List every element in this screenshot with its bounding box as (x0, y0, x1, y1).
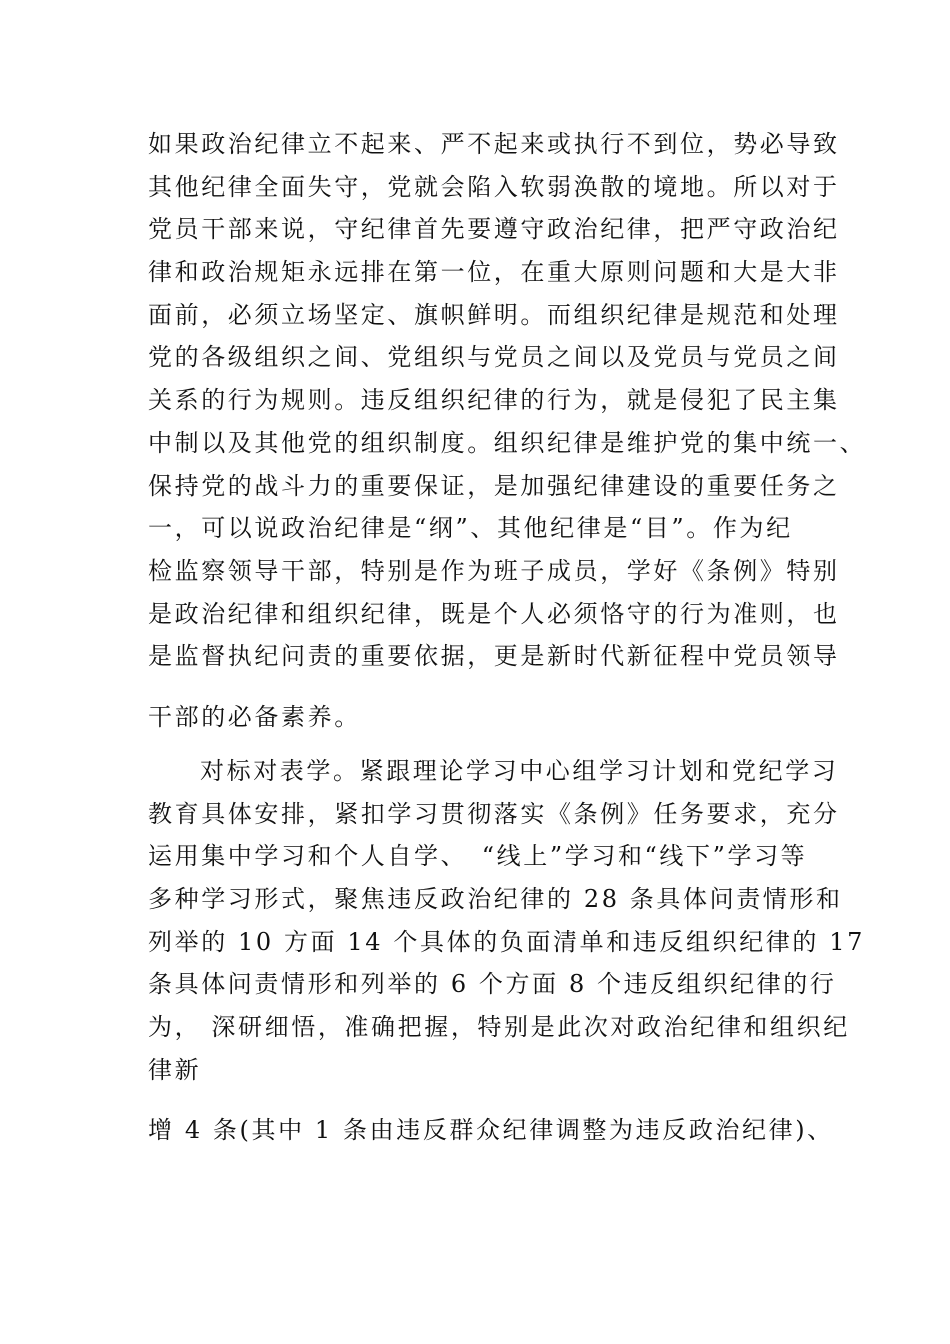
text-line: 列举的 10 方面 14 个具体的负面清单和违反组织纪律的 17 (148, 927, 865, 956)
paragraph-benchmark-study (148, 750, 865, 1092)
text-line: 关系的行为规则。违反组织纪律的行为，就是侵犯了民主集 (148, 386, 840, 415)
text-line: 中制以及其他党的组织制度。组织纪律是维护党的集中统一、 (148, 428, 867, 457)
text-line: 条具体问责情形和列举的 6 个方面 8 个违反组织纪律的行 (148, 970, 837, 999)
text-line: 其他纪律全面失守，党就会陷入软弱涣散的境地。所以对于 (148, 172, 840, 201)
text-line: 是监督执纪问责的重要依据，更是新时代新征程中党员领导 (148, 642, 840, 671)
text-line: 面前，必须立场坚定、旗帜鲜明。而组织纪律是规范和处理 (148, 300, 840, 329)
text-line: 律新 (148, 1055, 202, 1084)
paragraph-political-discipline-tail (148, 696, 828, 739)
text-line: 保持党的战斗力的重要保证，是加强纪律建设的重要任务之 (148, 471, 840, 500)
paragraph-benchmark-study-tail (148, 1109, 834, 1152)
paragraph-political-discipline (148, 123, 867, 678)
text-line: 检监察领导干部，特别是作为班子成员，学好《条例》特别 (148, 556, 840, 585)
text-line: 如果政治纪律立不起来、严不起来或执行不到位，势必导致 (148, 130, 840, 158)
text-line: 党员干部来说，守纪律首先要遵守政治纪律，把严守政治纪 (148, 215, 840, 244)
text-line: 为， 深研细悟，准确把握，特别是此次对政治纪律和组织纪 (148, 1013, 850, 1042)
text-line: 多种学习形式，聚焦违反政治纪律的 28 条具体问责情形和 (148, 885, 843, 914)
text-line: 一，可以说政治纪律是“纲”、其他纪律是“目”。作为纪 (148, 514, 793, 543)
text-line: 律和政治规矩永远排在第一位，在重大原则问题和大是大非 (148, 258, 840, 287)
text-line: 党的各级组织之间、党组织与党员之间以及党员与党员之间 (148, 343, 840, 372)
text-line: 增 4 条(其中 1 条由违反群众纪律调整为违反政治纪律)、 (148, 1116, 834, 1144)
text-line: 教育具体安排，紧扣学习贯彻落实《条例》任务要求，充分 (148, 799, 840, 828)
text-line: 干部的必备素养。 (148, 703, 361, 731)
text-line-indented: 对标对表学。紧跟理论学习中心组学习计划和党纪学习 (200, 757, 839, 785)
text-line: 是政治纪律和组织纪律，既是个人必须恪守的行为准则，也 (148, 599, 840, 628)
text-line: 运用集中学习和个人自学、 “线上”学习和“线下”学习等 (148, 842, 808, 871)
